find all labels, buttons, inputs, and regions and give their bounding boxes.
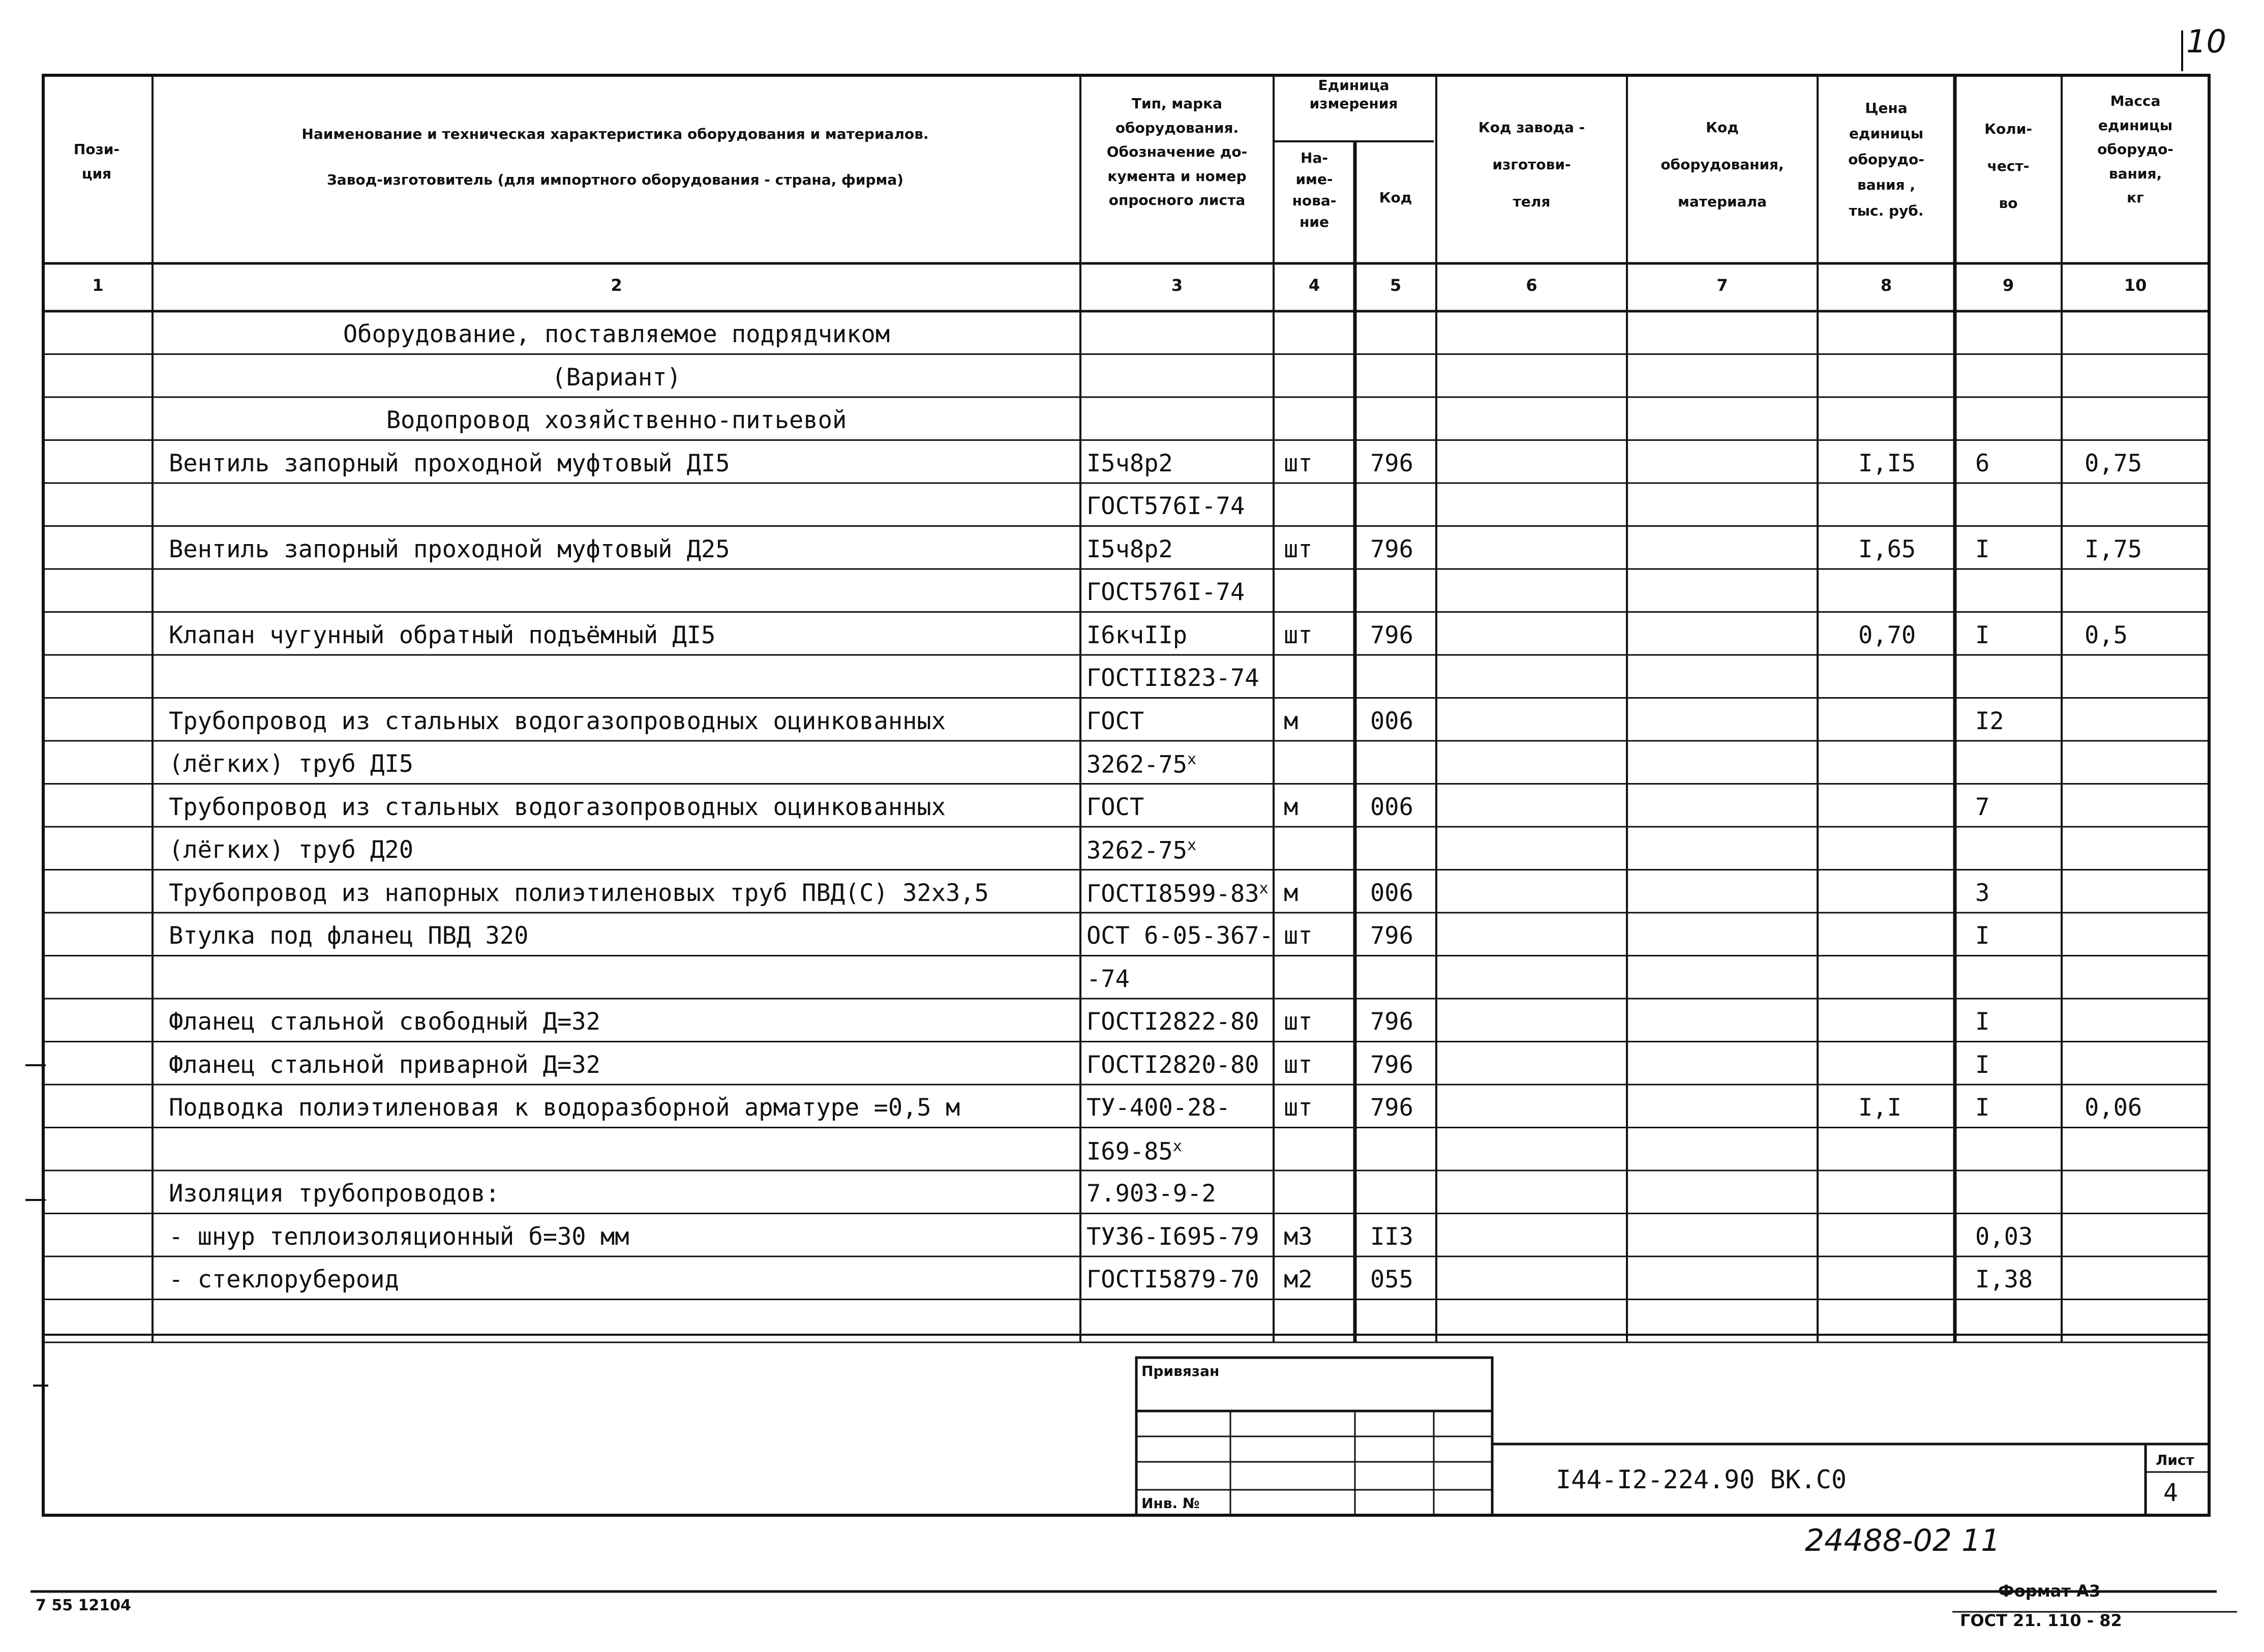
row-type-text: ГОСТI2822-80 — [1086, 1008, 1259, 1036]
column-number: 7 — [1716, 276, 1728, 295]
column-number: 8 — [1880, 276, 1892, 295]
row-quantity — [1975, 924, 1989, 948]
row-quantity-text: I — [1975, 621, 1990, 649]
row-quantity — [1975, 537, 1989, 561]
row-type — [1086, 1182, 1216, 1206]
row-quantity-text: I — [1975, 1008, 1990, 1036]
header-unit-name: На- име- нова- ние — [1292, 149, 1337, 230]
row-unit-code — [1370, 924, 1413, 948]
row-quantity-text: I2 — [1975, 707, 2004, 735]
row-unit — [1284, 1050, 1313, 1079]
row-quantity-text: I — [1975, 535, 1990, 563]
row-type-text: ГОСТ — [1086, 707, 1144, 735]
row-price — [1858, 1096, 1901, 1120]
row-name: - стеклорубероид — [169, 1266, 399, 1294]
row-type-text: ГОСТI2820-80 — [1086, 1050, 1259, 1079]
row-unit-code-text: 796 — [1370, 1094, 1413, 1122]
row-mass — [2085, 1096, 2142, 1120]
column-number: 5 — [1390, 276, 1402, 295]
row-type — [1086, 752, 1196, 777]
row-type-text: I5ч8р2 — [1086, 535, 1173, 563]
column-number: 3 — [1171, 276, 1183, 295]
row-type — [1086, 881, 1269, 906]
row-unit-code — [1370, 795, 1413, 819]
row-quantity-text: I — [1975, 1050, 1990, 1079]
row-quantity — [1975, 1050, 1990, 1079]
row-price-text: I,65 — [1858, 535, 1916, 563]
row-unit-text: м — [1284, 793, 1299, 821]
corner-page-number: 10 — [2186, 23, 2226, 60]
row-unit-code — [1370, 709, 1413, 733]
row-unit-text: шт — [1284, 621, 1313, 649]
row-price — [1858, 623, 1916, 647]
row-quantity-text: I — [1975, 1094, 1990, 1122]
row-type — [1086, 494, 1245, 518]
column-number: 4 — [1308, 276, 1320, 295]
row-type-text: ТУ36-I695-79 — [1086, 1222, 1259, 1251]
row-type — [1086, 709, 1144, 733]
row-type — [1086, 1096, 1230, 1120]
row-type — [1086, 449, 1173, 477]
row-type-text: 3262-75 — [1086, 750, 1188, 779]
row-type — [1086, 1050, 1259, 1079]
column-number: 6 — [1526, 276, 1537, 295]
row-type-superscript: x — [1187, 836, 1197, 854]
column-number: 1 — [92, 276, 104, 295]
row-quantity — [1975, 1222, 2033, 1251]
header-plant-code: Код завода - изготови- теля — [1478, 119, 1585, 210]
row-unit — [1284, 623, 1313, 647]
row-type — [1086, 1010, 1259, 1034]
row-name: Водопровод хозяйственно-питьевой — [386, 406, 847, 434]
header-name-line2: Завод-изготовитель (для импортного оборудования - страна, фирма) — [326, 171, 904, 188]
header-quantity: Коли- чест- во — [1984, 121, 2032, 212]
stamp-inventory-number: Инв. № — [1141, 1495, 1200, 1512]
row-type-text: ГОСТI5879-70 — [1086, 1266, 1259, 1294]
row-type — [1086, 1222, 1259, 1251]
row-unit-code — [1370, 537, 1413, 561]
row-price — [1858, 537, 1916, 561]
row-type — [1086, 580, 1245, 604]
row-type-text: ТУ-400-28- — [1086, 1094, 1230, 1122]
row-unit — [1284, 795, 1298, 819]
row-quantity-text: 3 — [1975, 879, 1990, 907]
column-number: 2 — [611, 276, 622, 295]
row-mass — [2085, 623, 2128, 647]
gost-label: ГОСТ 21. 110 - 82 — [1960, 1611, 2122, 1630]
row-mass-text: 0,5 — [2085, 621, 2128, 649]
row-quantity — [1975, 1096, 1989, 1120]
row-unit-code-text: II3 — [1370, 1222, 1413, 1251]
stamp-list-number: 4 — [2163, 1479, 2178, 1507]
row-type-text: ГОСТII823-74 — [1086, 664, 1259, 692]
row-unit-code — [1370, 623, 1413, 647]
row-name: Трубопровод из стальных водогазопроводных оцинкованных — [169, 793, 946, 821]
row-unit-code-text: 796 — [1370, 535, 1413, 563]
header-equipment-code: Код оборудования, материала — [1661, 119, 1784, 210]
header-position: Пози- ция — [73, 141, 120, 182]
row-quantity — [1975, 1266, 2033, 1294]
row-unit-code-text: 796 — [1370, 1008, 1413, 1036]
row-unit-code-text: 006 — [1370, 879, 1413, 907]
row-name: Вентиль запорный проходной муфтовый ДI5 — [169, 449, 730, 477]
row-name: Вентиль запорный проходной муфтовый Д25 — [169, 535, 730, 563]
row-name: (лёгких) труб Д20 — [169, 836, 414, 864]
row-price-text: I,I5 — [1858, 449, 1916, 477]
format-label: Формат А3 — [1998, 1581, 2101, 1601]
row-mass-text: 0,06 — [2085, 1094, 2142, 1122]
row-mass-text: I,75 — [2085, 535, 2142, 563]
row-quantity-text: 6 — [1975, 449, 1990, 477]
row-name: - шнур теплоизоляционный б=30 мм — [169, 1222, 629, 1251]
row-mass — [2085, 537, 2142, 561]
row-name: Трубопровод из напорных полиэтиленовых труб ПВД(С) 32х3,5 — [169, 879, 989, 907]
row-unit-text: шт — [1284, 535, 1313, 563]
row-unit — [1284, 924, 1313, 948]
row-price — [1858, 449, 1916, 477]
row-unit-code-text: 796 — [1370, 1050, 1413, 1079]
row-unit-code — [1370, 1222, 1413, 1251]
row-type-text: 3262-75 — [1086, 836, 1188, 865]
row-unit — [1284, 1222, 1313, 1251]
row-unit — [1284, 1266, 1313, 1294]
row-name: Изоляция трубопроводов: — [169, 1180, 500, 1208]
row-unit-code — [1370, 1010, 1413, 1034]
row-type-text: ГОСТ576I-74 — [1086, 492, 1245, 520]
row-name: Фланец стальной приварной Д=32 — [169, 1050, 600, 1079]
row-name: Оборудование, поставляемое подрядчиком — [343, 320, 890, 348]
row-quantity — [1975, 449, 1990, 477]
row-quantity — [1975, 709, 2004, 733]
row-type — [1086, 838, 1196, 863]
row-type — [1086, 924, 1274, 948]
row-type — [1086, 666, 1259, 690]
row-type — [1086, 623, 1187, 647]
row-unit-code — [1370, 881, 1413, 905]
row-unit-text: шт — [1284, 1094, 1313, 1122]
row-unit — [1284, 1096, 1313, 1120]
row-unit-code-text: 796 — [1370, 922, 1413, 950]
row-type-superscript: x — [1187, 750, 1197, 768]
header-unit-code: Код — [1379, 189, 1412, 206]
stamp-privyazan: Привязан — [1141, 1363, 1220, 1379]
row-unit-text: шт — [1284, 1050, 1313, 1079]
form-code: 7 55 12104 — [36, 1597, 131, 1614]
row-quantity-text: I,38 — [1975, 1266, 2033, 1294]
handwritten-archive-number: 24488-02 11 — [1805, 1523, 2001, 1558]
row-name: Фланец стальной свободный Д=32 — [169, 1008, 600, 1036]
row-type — [1086, 537, 1173, 561]
row-unit-text: м2 — [1284, 1266, 1313, 1294]
row-quantity-text: 7 — [1975, 793, 1990, 821]
row-type — [1086, 1266, 1259, 1294]
row-name: Трубопровод из стальных водогазопроводных оцинкованных — [169, 707, 946, 735]
row-unit — [1284, 881, 1298, 905]
row-type — [1086, 795, 1144, 819]
row-type-text: 7.903-9-2 — [1086, 1180, 1216, 1208]
row-unit-code-text: 055 — [1370, 1266, 1413, 1294]
row-quantity — [1975, 1010, 1989, 1034]
row-unit — [1284, 709, 1298, 733]
header-price: Цена единицы оборудо- вания , тыс. руб. — [1848, 100, 1924, 219]
row-unit-code-text: 796 — [1370, 449, 1413, 477]
row-unit-text: м — [1284, 707, 1299, 735]
row-price-text: 0,70 — [1858, 621, 1916, 649]
row-type-text: ОСТ 6-05-367- — [1086, 922, 1274, 950]
row-quantity-text: 0,03 — [1975, 1222, 2033, 1251]
row-name: (лёгких) труб ДI5 — [169, 750, 414, 778]
row-quantity — [1975, 623, 1989, 647]
stamp-list-label: Лист — [2156, 1452, 2194, 1468]
header-unit-group: Единица измерения — [1309, 77, 1398, 112]
row-unit-text: шт — [1284, 922, 1313, 950]
row-name: Клапан чугунный обратный подъёмный ДI5 — [169, 621, 716, 649]
row-unit-text: м3 — [1284, 1222, 1313, 1251]
row-unit-text: шт — [1284, 1008, 1313, 1036]
column-number: 9 — [2002, 276, 2014, 295]
row-mass — [2085, 449, 2142, 477]
row-unit-code — [1370, 1266, 1413, 1294]
row-mass-text: 0,75 — [2085, 449, 2142, 477]
row-price-text: I,I — [1858, 1094, 1901, 1122]
row-unit-code — [1370, 1096, 1413, 1120]
row-type-text: ГОСТ576I-74 — [1086, 578, 1245, 606]
row-name: Подводка полиэтиленовая к водоразборной арматуре =0,5 м — [169, 1094, 960, 1122]
row-unit-code-text: 796 — [1370, 621, 1413, 649]
row-unit-text: шт — [1284, 449, 1313, 477]
header-name-line1: Наименование и техническая характеристика оборудования и материалов. — [301, 126, 929, 142]
row-unit — [1284, 537, 1313, 561]
row-unit-code-text: 006 — [1370, 793, 1413, 821]
row-type-superscript: x — [1259, 879, 1269, 897]
column-number: 10 — [2124, 276, 2147, 295]
row-type-text: I69-85 — [1086, 1137, 1173, 1166]
row-type-text: ГОСТI8599-83 — [1086, 880, 1259, 908]
row-unit-text: м — [1284, 879, 1299, 907]
row-quantity — [1975, 881, 1989, 905]
row-type-superscript: x — [1172, 1137, 1182, 1155]
row-type-text: I6кчIIр — [1086, 621, 1188, 649]
header-mass: Масса единицы оборудо- вания, кг — [2097, 93, 2174, 206]
row-name: Втулка под фланец ПВД 320 — [169, 922, 529, 950]
row-type — [1086, 1139, 1182, 1164]
row-unit-code — [1370, 449, 1413, 477]
row-unit-code — [1370, 1050, 1413, 1079]
row-type-text: ГОСТ — [1086, 793, 1144, 821]
row-unit-code-text: 006 — [1370, 707, 1413, 735]
row-quantity-text: I — [1975, 922, 1990, 950]
row-type — [1086, 967, 1130, 991]
row-unit — [1284, 1010, 1313, 1034]
row-type-text: -74 — [1086, 965, 1130, 993]
document-code: I44-I2-224.90 ВК.С0 — [1556, 1465, 1847, 1494]
header-type: Тип, марка оборудования. Обозначение до- кумента и номер опросного листа — [1106, 95, 1248, 209]
row-unit — [1284, 449, 1313, 477]
row-type-text: I5ч8р2 — [1086, 449, 1173, 477]
row-quantity — [1975, 795, 1989, 819]
row-name: (Вариант) — [552, 363, 681, 392]
